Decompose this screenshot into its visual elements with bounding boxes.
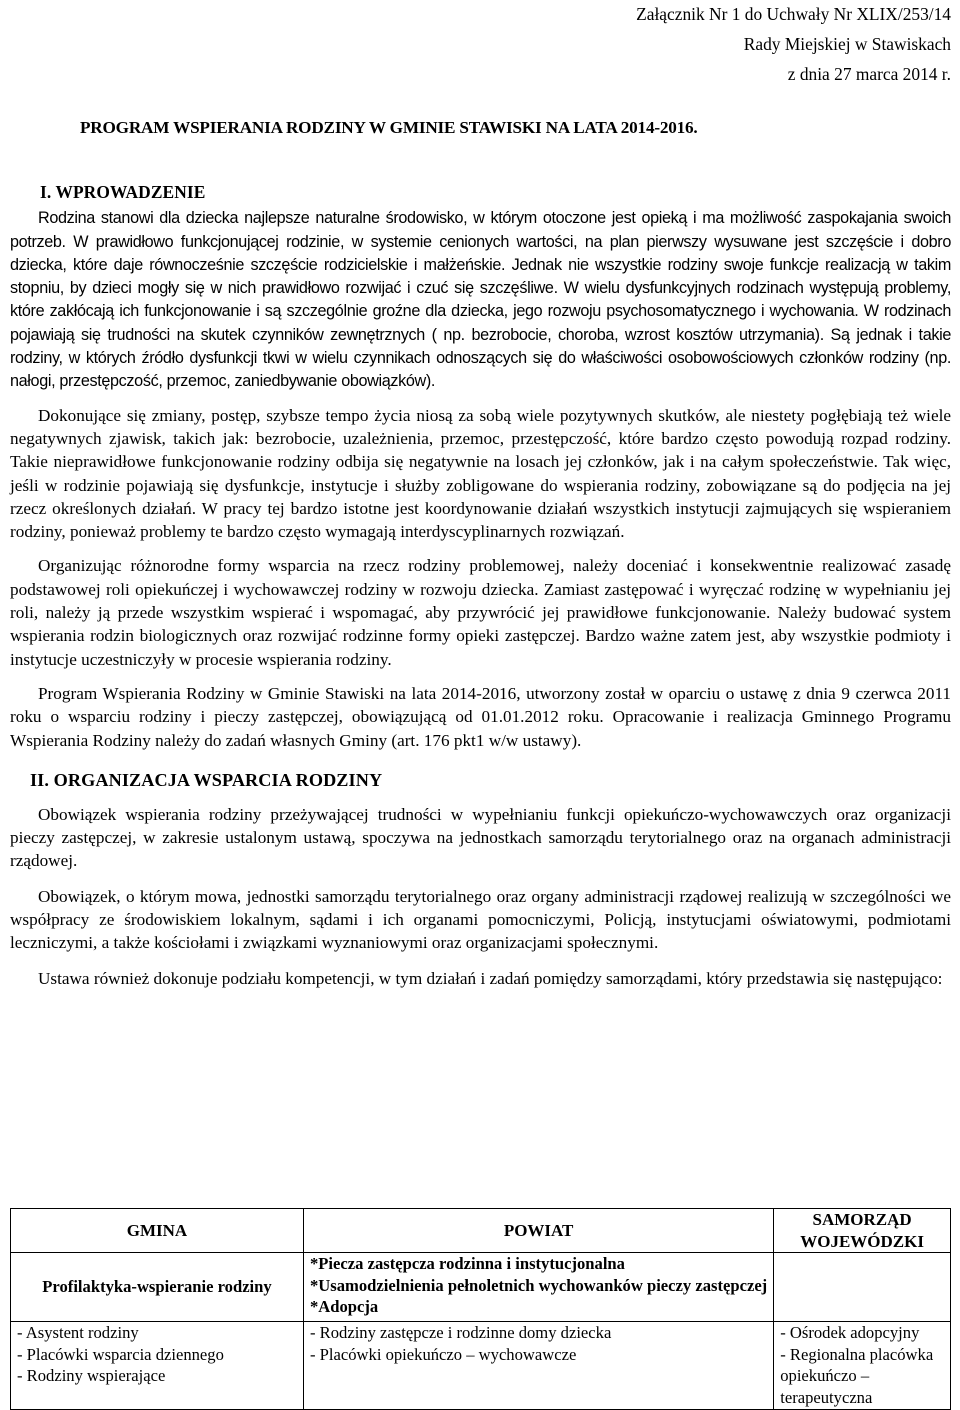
section-2-paragraph-3: Ustawa również dokonuje podziału kompetencji, w tym działań i zadań pomiędzy samorządami, który przedstawia się następująco: — [38, 968, 943, 988]
list-item: - Rodziny zastępcze i rodzinne domy dziecka — [310, 1323, 612, 1343]
section-1-paragraph-2: Dokonujące się zmiany, postęp, szybsze tempo życia niosą za sobą wiele pozytywnych skutków, ale niestety pogłębiają też wiele negatywnych zjawisk, takich jak: bezrobocie, uzależnienia, przemoc, przestępczość, które bardzo często powodują rozpad rodziny. Takie nieprawidłowe funkcjonowanie rodziny odbija się negatywnie na losach jej członków, jak i na całym społeczeństwie. Tak więc, jeśli w rodzinie pojawiają się dysfunkcje, instytucje i służby zobligowane do wspierania rodziny, zobowiązane są do podjęcia na jej rzecz określonych działań. W pracy tej bardzo istotne jest koordynowanie działań wszystkich instytucji zajmujących się wspieraniem rodziny, ponieważ problemy te bardzo często wymagają interdyscyplinarnych rozwiązań. — [10, 405, 951, 542]
attachment-header — [10, 0, 951, 89]
section-2-paragraph-2: Obowiązek, o którym mowa, jednostki samorządu terytorialnego oraz organy administracji rządowej realizują w szczególności we współpracy ze środowiskiem lokalnym, sądami i ich organami pomocniczymi, Policją, instytucjami oświatowymi, podmiotami leczniczymi, a także kościołami i związkami wyznaniowymi oraz organizacjami społecznymi. — [10, 886, 951, 953]
document-title: PROGRAM WSPIERANIA RODZINY W GMINIE STAWISKI NA LATA 2014-2016. — [80, 118, 698, 137]
competence-table — [10, 1208, 951, 1410]
powiat-top-line-2: *Usamodzielnienia pełnoletnich wychowanków pieczy zastępczej — [310, 1275, 768, 1295]
list-item: - Ośrodek adopcyjny — [780, 1323, 920, 1343]
section-1-paragraph-3: Organizując różnorodne formy wsparcia na rzecz rodziny problemowej, należy doceniać i konsekwentnie realizować zasadę podstawowej roli opiekuńczej i wychowawczej rodziny w rozwoju dziecka. Zamiast zastępować i wyręczać rodzinę w wypełnianiu jej roli, należy ją przede wszystkim wspierać i wspomagać, aby przywrócić jej prawidłowe funkcjonowanie. Należy budować system wspierania rodzin biologicznych oraz rozwijać rodzinne formy opieki zastępczej. Bardzo ważne zatem jest, aby wszystkie podmioty i instytucje uczestniczyły w procesie wspierania rodziny. — [10, 556, 951, 669]
powiat-items-cell — [304, 1322, 774, 1409]
section-2-paragraph-1: Obowiązek wspierania rodziny przeżywającej trudności w wypełnianiu funkcji opiekuńczo-wychowawczych oraz organizacji pieczy zastępczej, w zakresie ustalonym ustawą, spoczywa na jednostkach samorządu terytorialnego oraz na organach administracji rządowej. — [10, 804, 951, 871]
section-2-heading: II. ORGANIZACJA WSPARCIA RODZINY — [30, 769, 383, 790]
section-1-paragraph-4: Program Wspierania Rodziny w Gminie Stawiski na lata 2014-2016, utworzony został w oparciu o ustawę z dnia 9 czerwca 2011 roku o wsparciu rodziny i pieczy zastępczej, obowiązującą od 01.01.2012 roku. Opracowanie i realizacja Gminnego Programu Wspierania Rodziny należy do zadań własnych Gminy (art. 176 pkt1 w/w ustawy). — [10, 683, 951, 750]
list-item: - Regionalna placówka opiekuńczo – terapeutyczna — [780, 1344, 934, 1407]
list-item: - Asystent rodziny — [17, 1323, 139, 1343]
table-row — [11, 1322, 951, 1409]
gmina-items-cell — [11, 1322, 304, 1409]
wojewodztwo-top-cell — [774, 1253, 951, 1322]
table-header-powiat: POWIAT — [304, 1209, 774, 1253]
table-header-row — [11, 1209, 951, 1253]
table-header-gmina: GMINA — [11, 1209, 304, 1253]
gmina-top-label: Profilaktyka-wspieranie rodziny — [42, 1277, 272, 1297]
list-item: - Placówki wsparcia dziennego — [17, 1344, 224, 1364]
list-item: - Placówki opiekuńczo – wychowawcze — [310, 1344, 577, 1364]
section-1-heading: I. WPROWADZENIE — [40, 182, 206, 203]
list-item: - Rodziny wspierające — [17, 1366, 166, 1386]
table-header-samorzad: SAMORZĄD WOJEWÓDZKI — [774, 1209, 951, 1253]
header-line-1: Załącznik Nr 1 do Uchwały Nr XLIX/253/14 — [636, 4, 951, 24]
gmina-top-cell — [11, 1253, 304, 1322]
wojewodztwo-items-cell — [774, 1322, 951, 1409]
header-line-3: z dnia 27 marca 2014 r. — [787, 64, 951, 84]
powiat-top-line-1: *Piecza zastępcza rodzinna i instytucjonalna — [310, 1254, 625, 1274]
powiat-top-cell — [304, 1253, 774, 1322]
header-line-2: Rady Miejskiej w Stawiskach — [743, 34, 951, 54]
document-page — [10, 0, 951, 1407]
powiat-top-line-3: *Adopcja — [310, 1297, 379, 1317]
table-row — [11, 1253, 951, 1322]
section-1-paragraph-1: Rodzina stanowi dla dziecka najlepsze naturalne środowisko, w którym otoczone jest opieką i ma możliwość zaspokajania swoich potrzeb. W prawidłowo funkcjonującej rodzinie, w systemie cenionych wartości, na plan pierwszy wysuwane jest szczęście i dobro dziecka, które daje równocześnie szczęście rodzicielskie i małżeńskie. Jednak nie wszystkie rodziny swoje funkcje realizacją w takim stopniu, by dzieci mogły się w nich prawidłowo rozwijać i czuć się szczęśliwe. W wielu dysfunkcyjnych rodzinach występują problemy, które zakłócają ich funkcjonowanie i są szczególnie groźne dla dziecka, jego rozwoju psychosomatycznego i wychowania. W rodzinach pojawiają się trudności na skutek czynników zewnętrznych ( np. bezrobocie, choroba, wzrost kosztów utrzymania). Są jednak i takie rodziny, w których źródło dysfunkcji tkwi w wielu czynnikach odnoszących się do właściwości osobowościowych członków rodziny (np. nałogi, przestępczość, przemoc, zaniedbywanie obowiązków). — [10, 209, 951, 391]
